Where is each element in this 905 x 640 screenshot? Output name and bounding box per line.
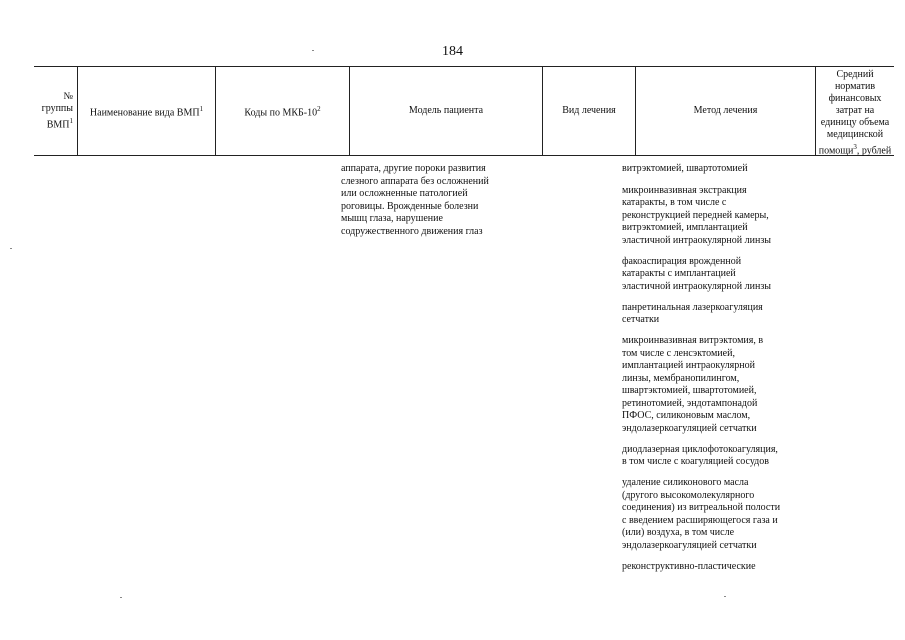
header-vmp-name bbox=[78, 67, 216, 155]
patient-model-line: или осложненные патологией bbox=[341, 188, 468, 199]
treatment-method-line: (другого высокомолекулярного bbox=[622, 489, 755, 501]
treatment-method-line: (или) воздуха, в том числе bbox=[622, 527, 735, 538]
scan-speck bbox=[120, 597, 122, 598]
patient-model-line: мышц глаза, нарушение bbox=[341, 213, 443, 224]
treatment-method-item bbox=[622, 561, 812, 574]
treatment-method-item bbox=[622, 335, 812, 435]
header-average-cost-label: Средний норматив финансовых затрат на единицу объема медицинской помощи bbox=[818, 69, 890, 157]
treatment-method-line: в том числе с коагуляцией сосудов bbox=[622, 456, 769, 467]
header-group-number-footnote: 1 bbox=[69, 116, 73, 125]
treatment-method-line: микроинвазивная витрэктомия, в bbox=[622, 335, 764, 346]
treatment-method-line: имплантацией интраокулярной bbox=[622, 360, 755, 371]
treatment-method-line: реконструкцией передней камеры, bbox=[622, 209, 769, 221]
header-vmp-name-footnote: 1 bbox=[199, 104, 204, 113]
table-header bbox=[34, 66, 894, 156]
treatment-method-line: удаление силиконового масла bbox=[622, 477, 749, 488]
header-treatment-method bbox=[636, 67, 816, 155]
header-average-cost-unit: , рублей bbox=[856, 145, 892, 157]
treatment-method-item bbox=[622, 444, 812, 469]
treatment-method-line: микроинвазивная экстракция bbox=[622, 184, 747, 196]
patient-model-cell bbox=[341, 163, 521, 238]
header-patient-model-label: Модель пациента bbox=[408, 105, 484, 116]
page-number: 184 bbox=[442, 44, 463, 59]
header-group-number-word: группы bbox=[41, 102, 73, 114]
treatment-method-line: реконструктивно-пластические bbox=[622, 560, 756, 572]
treatment-method-line: линзы, мембранопилингом, bbox=[622, 372, 740, 384]
treatment-method-cell bbox=[622, 163, 812, 582]
treatment-method-line: с введением расширяющегося газа и bbox=[622, 514, 778, 526]
header-icd-codes-footnote: 2 bbox=[317, 104, 321, 113]
treatment-method-line: катаракты с имплантацией bbox=[622, 268, 736, 279]
treatment-method-line: сетчатки bbox=[622, 314, 660, 325]
header-group-number-symbol: № bbox=[63, 90, 73, 102]
treatment-method-item bbox=[622, 256, 812, 294]
header-treatment-type-label: Вид лечения bbox=[562, 105, 616, 116]
header-icd-codes-label: Коды по МКБ-10 bbox=[244, 107, 318, 119]
treatment-method-item bbox=[622, 477, 812, 552]
treatment-method-line: эндолазеркоагуляцией сетчатки bbox=[622, 422, 757, 434]
header-vmp-name-label: Наименование вида ВМП bbox=[89, 107, 200, 119]
header-group-number-abbr: ВМП bbox=[46, 119, 70, 131]
treatment-method-line: панретинальная лазеркоагуляция bbox=[622, 301, 763, 313]
header-treatment-method-label: Метод лечения bbox=[693, 105, 758, 116]
header-treatment-type bbox=[543, 67, 636, 155]
treatment-method-line: диодлазерная циклофотокоагуляция, bbox=[622, 443, 778, 455]
patient-model-line: слезного аппарата без осложнений bbox=[341, 175, 489, 187]
treatment-method-line: том числе с ленсэктомией, bbox=[622, 347, 735, 359]
header-patient-model bbox=[350, 67, 543, 155]
treatment-method-line: факоаспирация врожденной bbox=[622, 255, 742, 267]
treatment-method-line: швартэктомией, швартотомией, bbox=[622, 385, 757, 396]
header-icd-codes bbox=[216, 67, 350, 155]
patient-model-line: содружественного движения глаз bbox=[341, 225, 483, 237]
patient-model-line: роговицы. Врожденные болезни bbox=[341, 200, 479, 212]
treatment-method-line: соединения) из витреальной полости bbox=[622, 502, 781, 513]
treatment-method-line: витрэктомией, швартотомией bbox=[622, 163, 748, 174]
treatment-method-item bbox=[622, 163, 812, 176]
header-average-cost bbox=[816, 67, 894, 155]
treatment-method-item bbox=[622, 185, 812, 248]
scan-speck bbox=[10, 248, 12, 249]
treatment-method-line: эластичной интраокулярной линзы bbox=[622, 234, 771, 246]
treatment-method-item bbox=[622, 302, 812, 327]
patient-model-line: аппарата, другие пороки развития bbox=[341, 163, 486, 174]
treatment-method-line: витрэктомией, имплантацией bbox=[622, 222, 748, 233]
treatment-method-line: эндолазеркоагуляцией сетчатки bbox=[622, 539, 757, 551]
scan-speck bbox=[312, 50, 314, 51]
header-group-number bbox=[34, 67, 78, 155]
treatment-method-line: эластичной интраокулярной линзы bbox=[622, 280, 771, 292]
header-average-cost-footnote: 3 bbox=[853, 143, 857, 151]
scan-speck bbox=[724, 596, 726, 597]
treatment-method-line: катаракты, в том числе с bbox=[622, 197, 727, 208]
treatment-method-line: ПФОС, силиконовым маслом, bbox=[622, 410, 751, 421]
treatment-method-line: ретинотомией, эндотампонадой bbox=[622, 397, 758, 409]
